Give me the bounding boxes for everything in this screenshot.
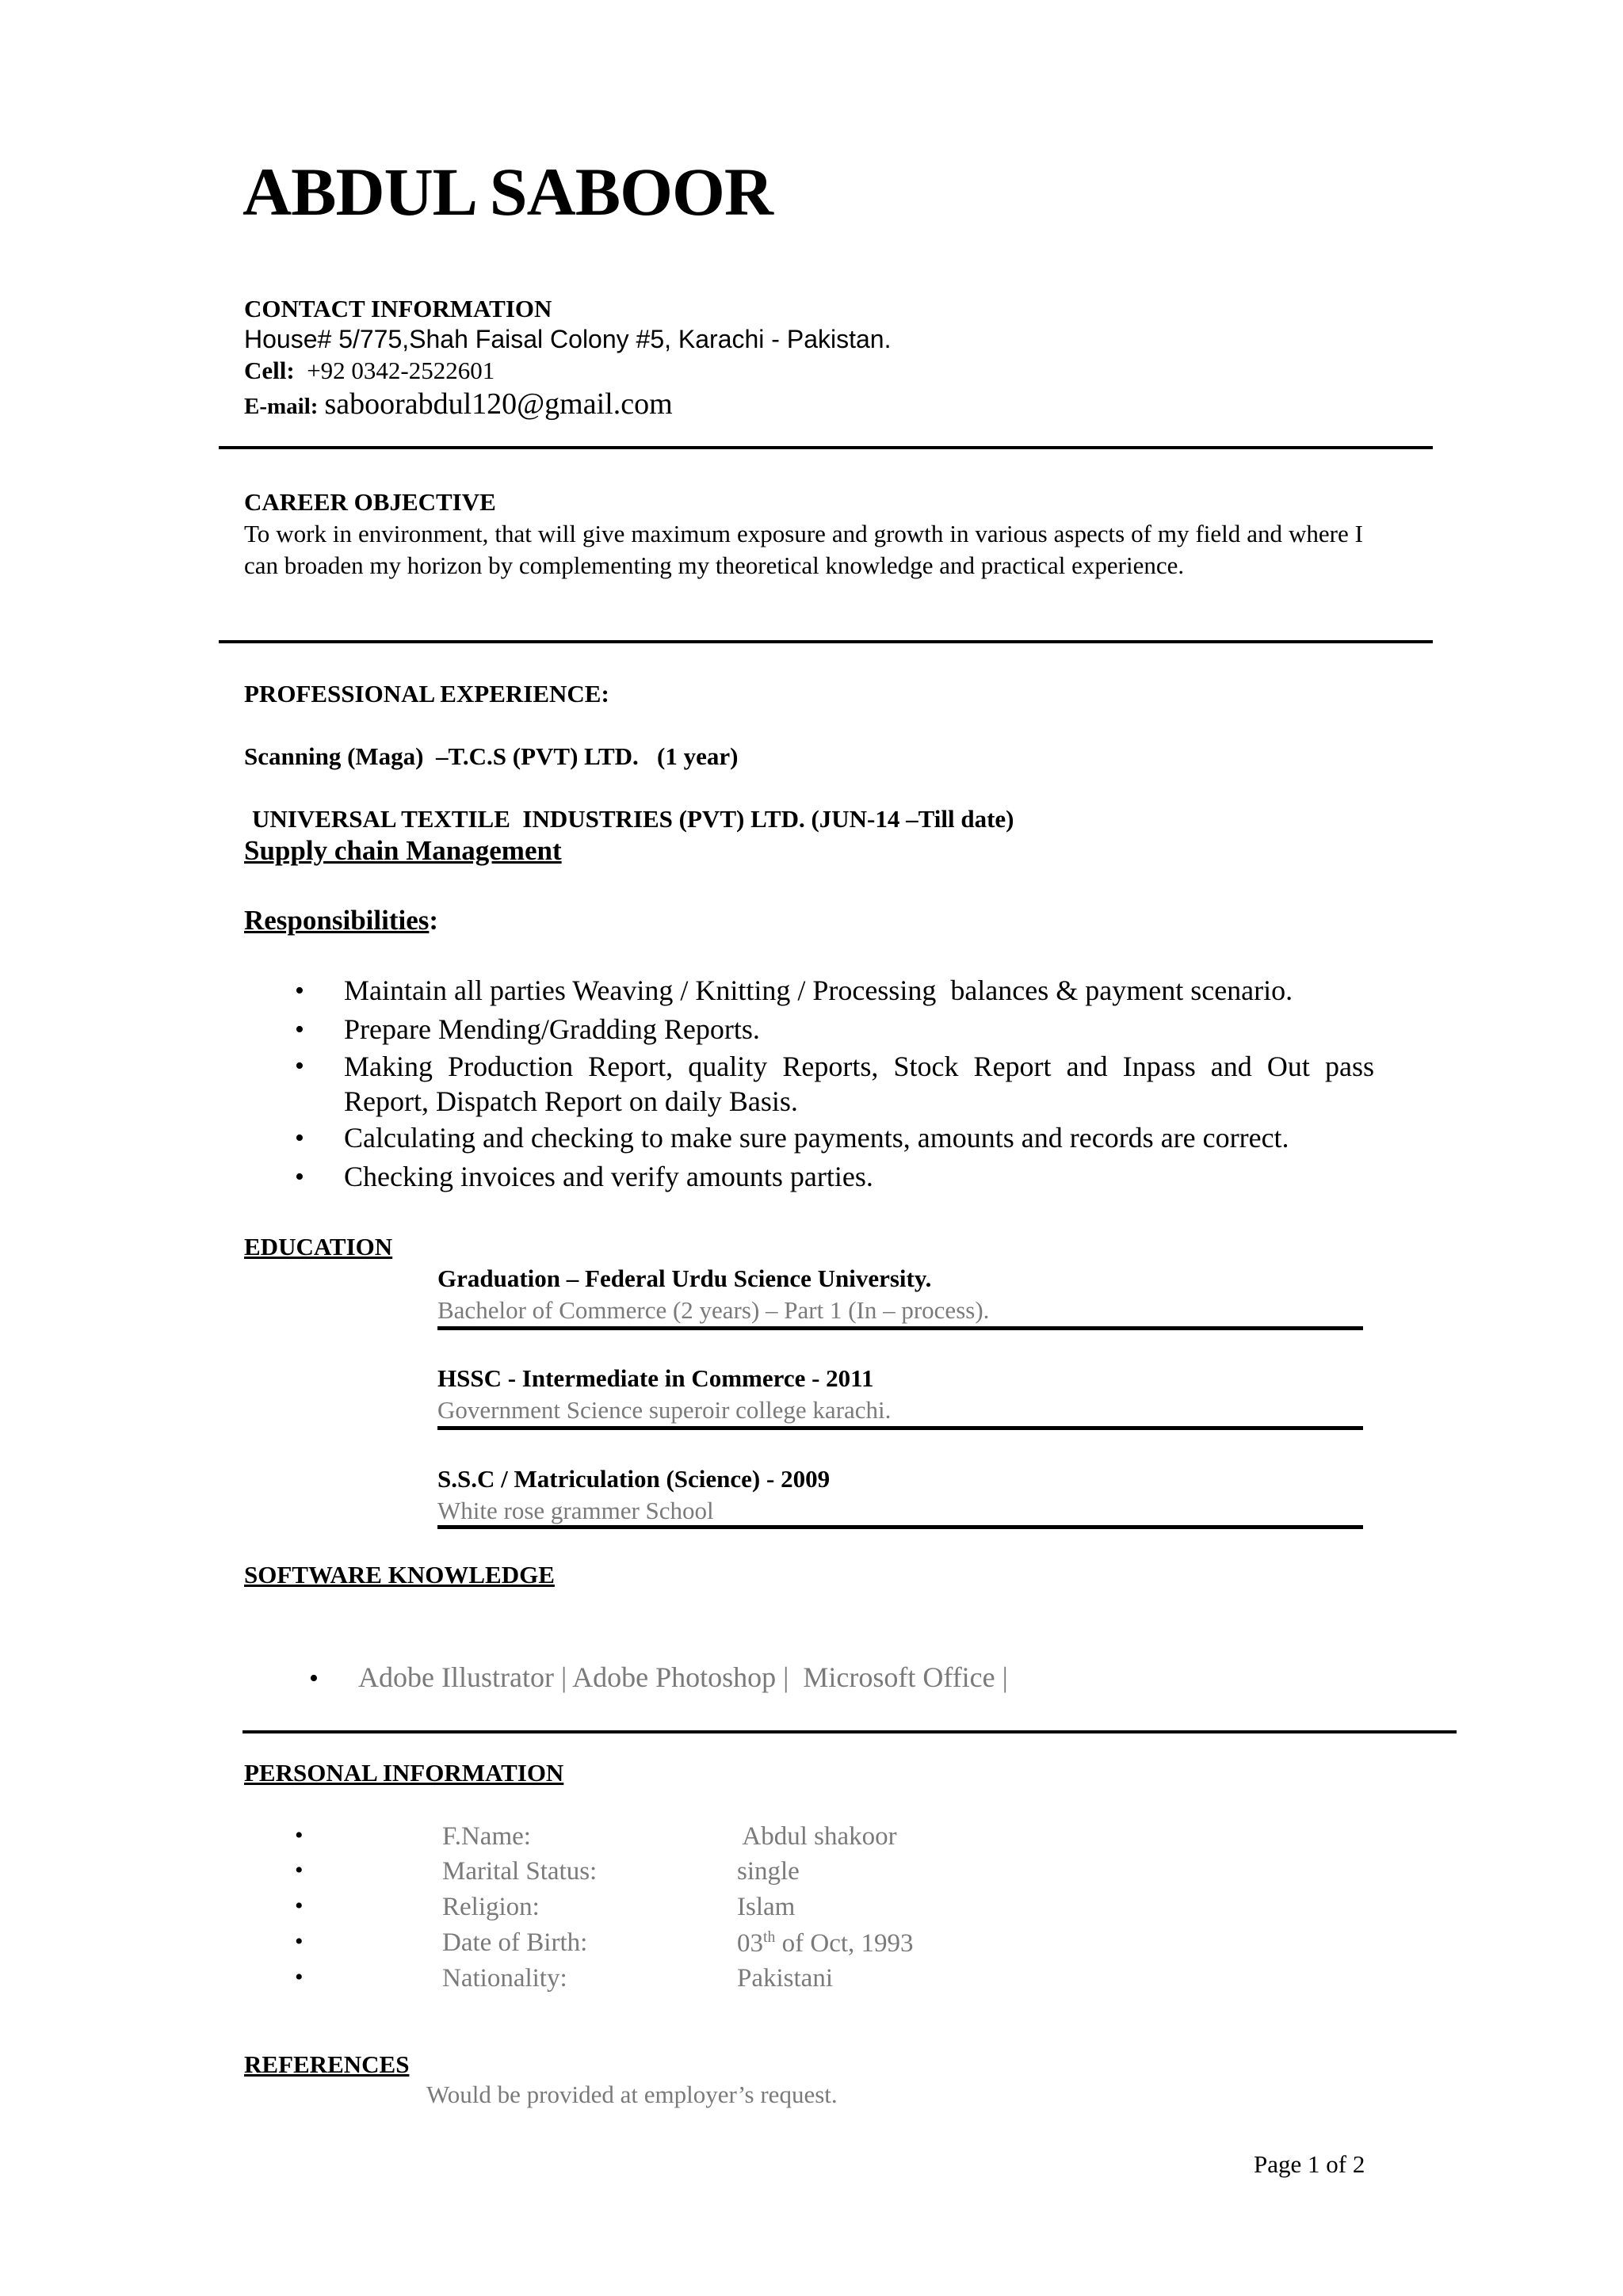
personal-label: Nationality: <box>442 1964 567 1993</box>
bullet-icon: • <box>295 1964 304 1990</box>
personal-value <box>737 1928 914 1958</box>
references-text: Would be provided at employer’s request. <box>426 2081 838 2108</box>
job-universal-textile: UNIVERSAL TEXTILE INDUSTRIES (PVT) LTD. (JUN-14 –Till date) <box>252 805 1014 833</box>
personal-heading: PERSONAL INFORMATION <box>244 1759 564 1787</box>
bullet-icon: • <box>295 1857 304 1883</box>
education-title: HSSC - Intermediate in Commerce - 2011 <box>437 1364 874 1392</box>
list-item: • Making Production Report, quality Reports, Stock Report and Inpass and Out pass Report, Dispatch Report on daily Basis. <box>295 1049 1374 1119</box>
software-item <box>295 1627 1008 1694</box>
personal-label: Date of Birth: <box>442 1928 588 1957</box>
bullet-icon: • <box>295 1893 304 1919</box>
education-detail: Government Science superoir college karachi. <box>437 1396 892 1424</box>
cell-value: +92 0342-2522601 <box>307 357 495 384</box>
bullet-icon: • <box>295 1822 304 1848</box>
education-underline <box>437 1326 1363 1330</box>
personal-label: Marital Status: <box>442 1857 598 1886</box>
education-heading: EDUCATION <box>244 1233 393 1261</box>
divider-1 <box>219 446 1433 449</box>
personal-value: single <box>737 1857 800 1886</box>
bullet-icon: • <box>309 1664 319 1693</box>
software-heading: SOFTWARE KNOWLEDGE <box>244 1561 555 1589</box>
divider-3 <box>242 1730 1457 1733</box>
personal-value: Islam <box>737 1893 796 1921</box>
software-text: Adobe Illustrator | Adobe Photoshop | Microsoft Office | <box>358 1661 1008 1693</box>
responsibilities-list <box>295 971 1374 1196</box>
education-detail: White rose grammer School <box>437 1497 714 1524</box>
cell-line <box>244 357 495 385</box>
references-heading: REFERENCES <box>244 2050 410 2078</box>
education-underline <box>437 1426 1363 1430</box>
department: Supply chain Management <box>244 835 562 866</box>
objective-text: To work in environment, that will give maximum exposure and growth in various aspects of my field and where I can broaden my horizon by complementing my theoretical knowledge and practical experience. <box>244 520 1363 579</box>
list-item: • Calculating and checking to make sure payments, amounts and records are correct. <box>295 1119 1374 1158</box>
list-item: • Prepare Mending/Gradding Reports. <box>295 1010 1374 1049</box>
objective-heading: CAREER OBJECTIVE <box>244 488 496 516</box>
experience-heading: PROFESSIONAL EXPERIENCE: <box>244 680 609 707</box>
responsibilities-colon: : <box>429 905 439 936</box>
personal-value: Abdul shakoor <box>737 1822 897 1851</box>
education-underline <box>437 1525 1363 1529</box>
job-tcs: Scanning (Maga) –T.C.S (PVT) LTD. (1 year) <box>244 742 739 770</box>
contact-heading: CONTACT INFORMATION <box>244 295 552 322</box>
email-line <box>244 387 673 421</box>
cell-label: Cell: <box>244 357 295 384</box>
bullet-icon: • <box>295 1928 304 1955</box>
responsibilities-label: Responsibilities <box>244 905 430 936</box>
candidate-name: ABDUL SABOOR <box>242 154 773 230</box>
dob-suffix: th <box>763 1928 776 1946</box>
personal-label: Religion: <box>442 1893 540 1921</box>
list-item: • Maintain all parties Weaving / Knitting / Processing balances & payment scenario. <box>295 971 1374 1010</box>
page-number: Page 1 of 2 <box>1254 2150 1365 2178</box>
list-item: • Checking invoices and verify amounts parties. <box>295 1158 1374 1196</box>
personal-value: Pakistani <box>737 1964 833 1993</box>
education-title: S.S.C / Matriculation (Science) - 2009 <box>437 1465 831 1493</box>
email-label: E-mail: <box>244 394 319 419</box>
personal-label: F.Name: <box>442 1822 531 1851</box>
address: House# 5/775,Shah Faisal Colony #5, Karachi - Pakistan. <box>244 325 892 353</box>
responsibilities-heading <box>244 905 438 936</box>
dob-day: 03 <box>737 1929 763 1958</box>
education-detail: Bachelor of Commerce (2 years) – Part 1 (In – process). <box>437 1296 990 1324</box>
education-title: Graduation – Federal Urdu Science University. <box>437 1264 932 1292</box>
dob-rest: of Oct, 1993 <box>775 1929 914 1958</box>
divider-2 <box>219 640 1433 643</box>
email-value: saboorabdul120@gmail.com <box>324 387 673 421</box>
